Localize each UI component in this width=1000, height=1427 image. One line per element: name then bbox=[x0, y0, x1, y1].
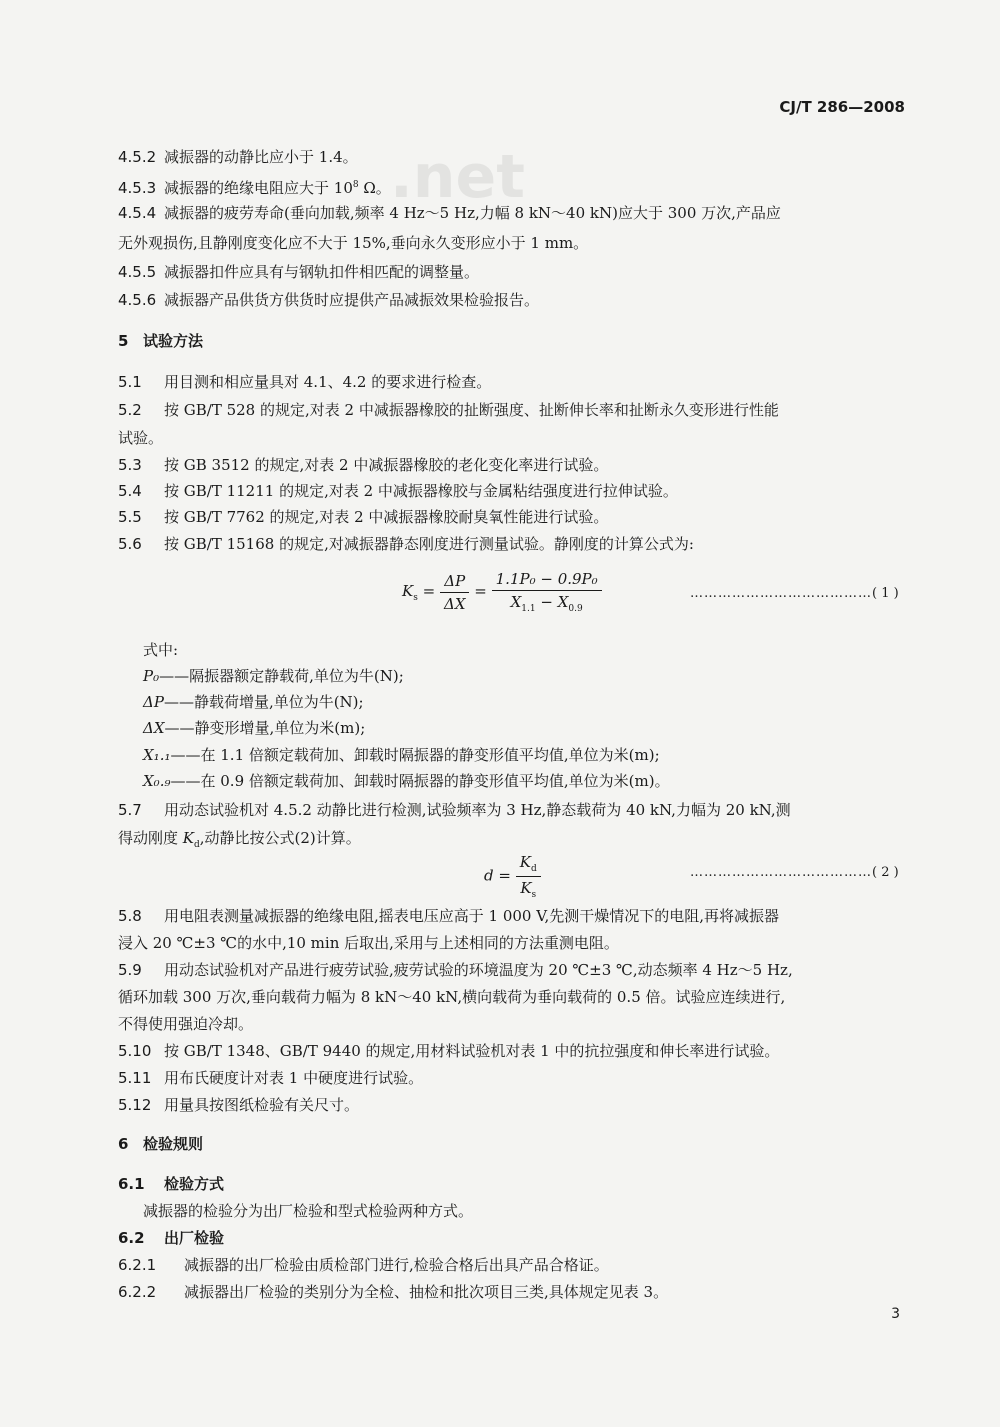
clause-4-5-2: 4.5.2 减振器的动静比应小于 1.4。 bbox=[118, 148, 358, 166]
clause-6-2-2: 6.2.2 减振器出厂检验的类别分为全检、抽检和批次项目三类,具体规定见表 3。 bbox=[118, 1283, 669, 1301]
formula-2-tag: …………………………………( 2 ) bbox=[690, 865, 899, 880]
section-5-heading: 5 试验方法 bbox=[118, 332, 204, 350]
clause-4-5-6: 4.5.6 减振器产品供货方供货时应提供产品减振效果检验报告。 bbox=[118, 291, 540, 309]
where-item-x09: X₀.₉——在 0.9 倍额定载荷加、卸载时隔振器的静变形值平均值,单位为米(m)。 bbox=[143, 772, 670, 790]
formula-1-fraction-b: $\frac{\text{1.1P₀ − 0.9P₀}}{X_{1.1} - X_{0.9}}$ bbox=[492, 570, 602, 614]
clause-5-9-cont-2: 不得使用强迫冷却。 bbox=[118, 1015, 254, 1033]
standard-code-header: CJ/T 286—2008 bbox=[779, 98, 905, 116]
clause-5-11: 5.11 用布氏硬度计对表 1 中硬度进行试验。 bbox=[118, 1069, 424, 1087]
clause-5-10: 5.10 按 GB/T 1348、GB/T 9440 的规定,用材料试验机对表 1 中的抗拉强度和伸长率进行试验。 bbox=[118, 1042, 780, 1060]
clause-4-5-4: 4.5.4 减振器的疲劳寿命(垂向加载,频率 4 Hz～5 Hz,力幅 8 kN～40 kN)应大于 300 万次,产品应 bbox=[118, 204, 781, 222]
clause-4-5-3: 4.5.3 减振器的绝缘电阻应大于 $10^8$ Ω。 bbox=[118, 179, 391, 197]
where-item-x11: X₁.₁——在 1.1 倍额定载荷加、卸载时隔振器的静变形值平均值,单位为米(m); bbox=[143, 746, 660, 764]
clause-6-2-1: 6.2.1 减振器的出厂检验由质检部门进行,检验合格后出具产品合格证。 bbox=[118, 1256, 609, 1274]
where-label: 式中: bbox=[143, 641, 179, 659]
clause-5-6: 5.6 按 GB/T 15168 的规定,对减振器静态刚度进行测量试验。静刚度的计算公式为: bbox=[118, 535, 694, 553]
clause-5-9-cont-1: 循环加载 300 万次,垂向载荷力幅为 8 kN～40 kN,横向载荷为垂向载荷的 0.5 倍。试验应连续进行, bbox=[118, 988, 786, 1006]
formula-1-tag: …………………………………( 1 ) bbox=[690, 586, 899, 601]
formula-2: d = $\frac{K_d}{K_s}$ bbox=[484, 853, 541, 900]
formula-2-fraction: $\frac{K_d}{K_s}$ bbox=[516, 853, 541, 900]
clause-5-7: 5.7 用动态试验机对 4.5.2 动静比进行检测,试验频率为 3 Hz,静态载荷为 40 kN,力幅为 20 kN,测 bbox=[118, 801, 791, 819]
clause-5-7-cont: 得动刚度 $K_d$,动静比按公式(2)计算。 bbox=[118, 829, 361, 850]
clause-4-5-4-cont: 无外观损伤,且静刚度变化应不大于 15%,垂向永久变形应小于 1 mm。 bbox=[118, 234, 589, 252]
clause-5-12: 5.12 用量具按图纸检验有关尺寸。 bbox=[118, 1096, 360, 1114]
clause-6-1-heading: 6.1 检验方式 bbox=[118, 1175, 225, 1193]
where-item-p0: P₀——隔振器额定静载荷,单位为牛(N); bbox=[143, 667, 404, 685]
clause-5-2-cont: 试验。 bbox=[118, 429, 164, 447]
formula-1-fraction-a: $\frac{\Delta P}{\Delta X}$ bbox=[440, 572, 470, 613]
clause-5-9: 5.9 用动态试验机对产品进行疲劳试验,疲劳试验的环境温度为 20 ℃±3 ℃,动态频率 4 Hz～5 Hz, bbox=[118, 961, 793, 979]
where-item-dp: ΔP——静载荷增量,单位为牛(N); bbox=[143, 693, 364, 711]
formula-1: $K_s$ = $\frac{\Delta P}{\Delta X}$ = $\frac{\text{1.1P₀ − 0.9P₀}}{X_{1.1} - X_{0.9}}$ bbox=[402, 570, 602, 614]
clause-5-8: 5.8 用电阻表测量减振器的绝缘电阻,摇表电压应高于 1 000 V,先测干燥情况下的电阻,再将减振器 bbox=[118, 907, 779, 925]
clause-6-2-heading: 6.2 出厂检验 bbox=[118, 1229, 225, 1247]
page-number: 3 bbox=[891, 1306, 900, 1322]
clause-6-1-text: 减振器的检验分为出厂检验和型式检验两种方式。 bbox=[143, 1202, 474, 1220]
clause-5-8-cont: 浸入 20 ℃±3 ℃的水中,10 min 后取出,采用与上述相同的方法重测电阻。 bbox=[118, 934, 619, 952]
clause-5-1: 5.1 用目测和相应量具对 4.1、4.2 的要求进行检查。 bbox=[118, 373, 492, 391]
clause-5-5: 5.5 按 GB/T 7762 的规定,对表 2 中减振器橡胶耐臭氧性能进行试验。 bbox=[118, 508, 609, 526]
where-item-dx: ΔX——静变形增量,单位为米(m); bbox=[143, 719, 366, 737]
clause-5-2: 5.2 按 GB/T 528 的规定,对表 2 中减振器橡胶的扯断强度、扯断伸长率和扯断永久变形进行性能 bbox=[118, 401, 779, 419]
section-6-heading: 6 检验规则 bbox=[118, 1135, 204, 1153]
clause-5-4: 5.4 按 GB/T 11211 的规定,对表 2 中减振器橡胶与金属粘结强度进行拉伸试验。 bbox=[118, 482, 678, 500]
clause-4-5-5: 4.5.5 减振器扣件应具有与钢轨扣件相匹配的调整量。 bbox=[118, 263, 480, 281]
clause-5-3: 5.3 按 GB 3512 的规定,对表 2 中减振器橡胶的老化变化率进行试验。 bbox=[118, 456, 609, 474]
watermark: .net bbox=[390, 142, 525, 212]
